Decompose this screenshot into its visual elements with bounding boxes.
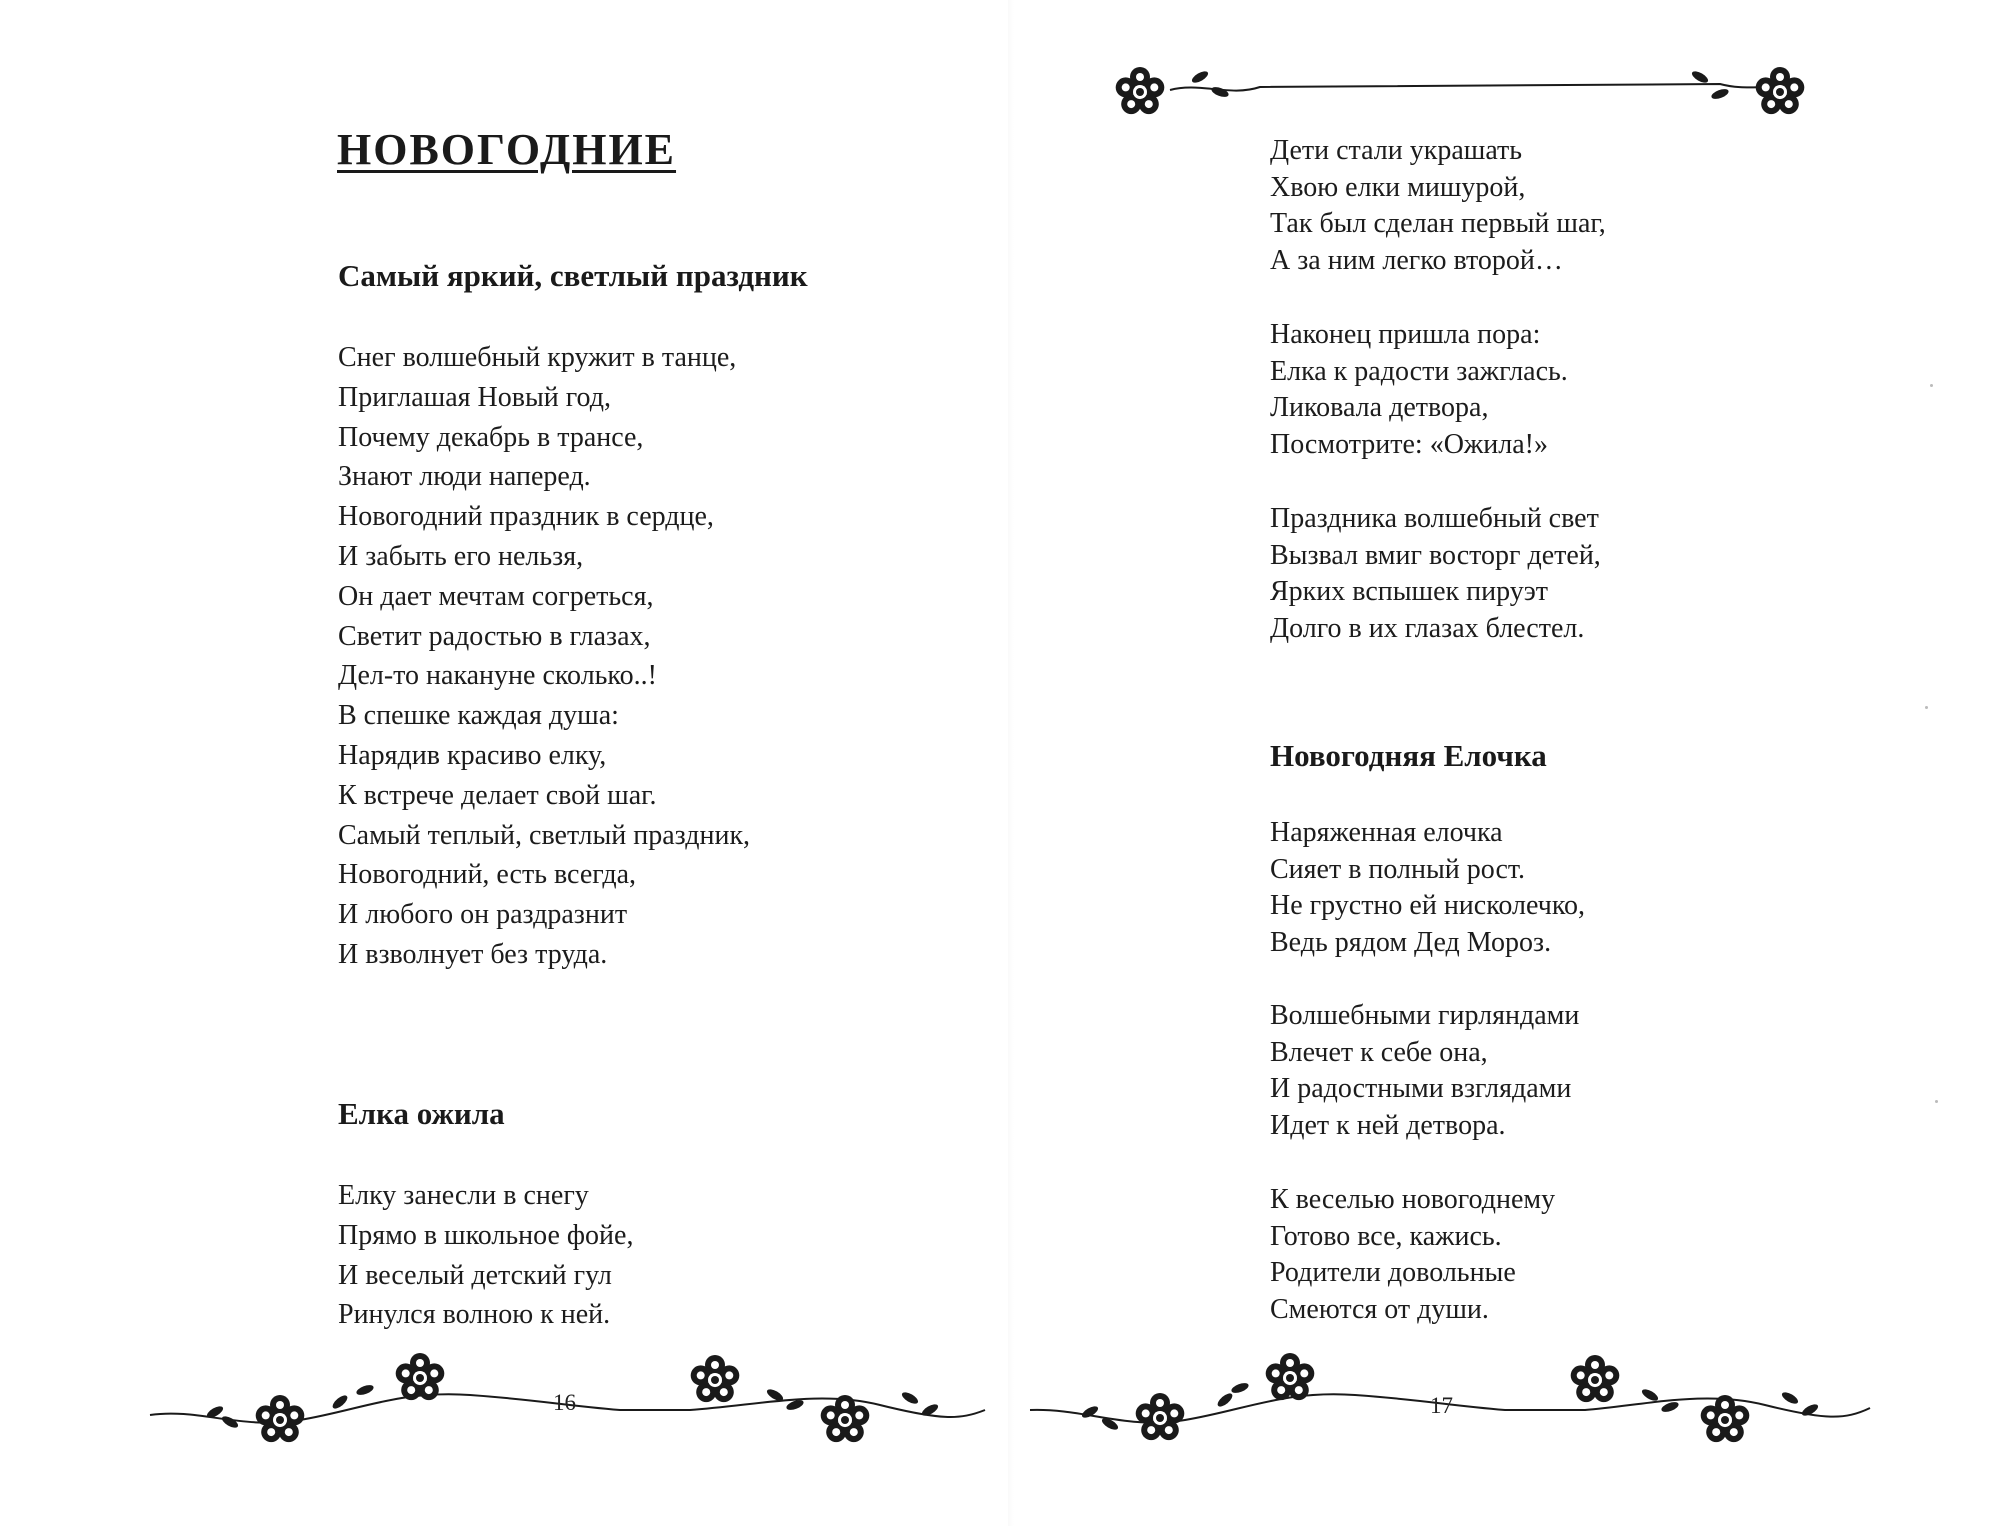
- verse-line: Елку занесли в снегу: [338, 1180, 589, 1211]
- poem-3-stanza-1: [1270, 815, 1585, 961]
- stanza-1: [1270, 133, 1606, 279]
- poem-2-verses: [338, 1176, 633, 1335]
- poem-title-3: Новогодняя Елочка: [1270, 738, 1547, 773]
- verse-line: К веселью новогоднему: [1270, 1184, 1556, 1215]
- verse-line: И забыть его нельзя,: [338, 540, 584, 572]
- verse-line: Волшебными гирляндами: [1270, 1000, 1580, 1031]
- verse-line: Приглашая Новый год,: [338, 381, 611, 413]
- verse-line: И веселый детский гул: [338, 1259, 612, 1291]
- page-number-left: 16: [553, 1390, 576, 1415]
- verse-line: Елка к радости зажглась.: [1270, 355, 1568, 387]
- poem-3-stanza-2: [1270, 998, 1579, 1144]
- verse-line: Сияет в полный рост.: [1270, 853, 1526, 885]
- verse-line: Светит радостью в глазах,: [338, 620, 651, 652]
- flower-icon: [256, 1395, 305, 1442]
- flower-icon: [1266, 1353, 1315, 1400]
- leaf-icon: [1710, 87, 1730, 101]
- flower-icon: [691, 1355, 740, 1402]
- leaf-icon: [1210, 85, 1230, 99]
- poem-1-verses: [338, 338, 750, 975]
- verse-line: Новогодний, есть всегда,: [338, 859, 637, 891]
- verse-line: Праздника волшебный свет: [1270, 503, 1599, 534]
- verse-line: Посмотрите: «Ожила!»: [1270, 428, 1548, 460]
- leaf-icon: [1640, 1387, 1660, 1403]
- flower-icon: [396, 1353, 445, 1400]
- verse-line: Самый теплый, светлый праздник,: [338, 819, 751, 851]
- verse-line: Ярких вспышек пируэт: [1270, 576, 1548, 608]
- top-ornament-right: [1100, 52, 1830, 132]
- poem-title-2: Елка ожила: [338, 1096, 505, 1131]
- flower-icon: [1116, 67, 1165, 114]
- verse-line: Не грустно ей нисколечко,: [1270, 890, 1585, 922]
- flower-icon: [1571, 1355, 1620, 1402]
- verse-line: Прямо в школьное фойе,: [338, 1219, 634, 1251]
- verse-line: Готово все, кажись.: [1270, 1220, 1502, 1252]
- verse-line: Влечет к себе она,: [1270, 1036, 1488, 1068]
- leaf-icon: [1190, 69, 1210, 85]
- verse-line: Дел-то накануне сколько..!: [338, 660, 657, 692]
- page-number-right: 17: [1430, 1393, 1453, 1418]
- stanza-3: [1270, 501, 1601, 647]
- verse-line: Снег волшебный кружит в танце,: [338, 342, 737, 373]
- verse-line: К встрече делает свой шаг.: [338, 779, 657, 811]
- flower-icon: [1136, 1393, 1185, 1440]
- verse-line: И радостными взглядами: [1270, 1073, 1572, 1105]
- verse-line: В спешке каждая душа:: [338, 700, 619, 732]
- verse-line: Знают люди наперед.: [338, 461, 591, 493]
- verse-line: Наряженная елочка: [1270, 817, 1503, 848]
- verse-line: Нарядив красиво елку,: [338, 739, 607, 771]
- leaf-icon: [331, 1393, 350, 1411]
- verse-line: Родители довольные: [1270, 1257, 1516, 1289]
- section-title: НОВОГОДНИЕ: [337, 125, 677, 174]
- verse-line: Ведь рядом Дед Мороз.: [1270, 926, 1552, 958]
- flower-icon: [1756, 67, 1805, 114]
- leaf-icon: [900, 1390, 920, 1406]
- scan-speck: [1935, 1100, 1938, 1103]
- verse-line: Ринулся волною к ней.: [338, 1299, 611, 1331]
- verse-line: Ликовала детвора,: [1270, 392, 1489, 424]
- verse-line: Дети стали украшать: [1270, 135, 1523, 166]
- verse-line: Он дает мечтам согреться,: [338, 580, 654, 612]
- verse-line: Смеются от души.: [1270, 1293, 1489, 1325]
- flower-icon: [1701, 1395, 1750, 1442]
- verse-line: И взволнует без труда.: [338, 938, 608, 970]
- stanza-2: [1270, 317, 1568, 463]
- verse-line: Новогодний праздник в сердце,: [338, 501, 714, 533]
- verse-line: Идет к ней детвора.: [1270, 1109, 1506, 1141]
- leaf-icon: [1780, 1390, 1800, 1406]
- poem-title-1: Самый яркий, светлый праздник: [338, 258, 808, 293]
- poem-3-stanza-3: [1270, 1182, 1555, 1328]
- verse-line: Так был сделан первый шаг,: [1270, 208, 1606, 240]
- scan-speck: [1930, 384, 1933, 387]
- scan-speck: [1925, 706, 1928, 709]
- leaf-icon: [355, 1383, 375, 1397]
- leaf-icon: [1080, 1404, 1100, 1420]
- leaf-icon: [1230, 1381, 1250, 1395]
- verse-line: Наконец пришла пора:: [1270, 319, 1541, 350]
- leaf-icon: [1690, 69, 1710, 85]
- verse-line: Вызвал вмиг восторг детей,: [1270, 539, 1601, 571]
- verse-line: Долго в их глазах блестел.: [1270, 612, 1585, 644]
- verse-line: А за ним легко второй…: [1270, 244, 1563, 276]
- verse-line: И любого он раздразнит: [338, 899, 628, 931]
- leaf-icon: [1216, 1391, 1235, 1409]
- leaf-icon: [220, 1414, 240, 1430]
- verse-line: Почему декабрь в трансе,: [338, 421, 644, 453]
- right-page: [1000, 0, 2000, 1526]
- verse-line: Хвою елки мишурой,: [1270, 171, 1526, 203]
